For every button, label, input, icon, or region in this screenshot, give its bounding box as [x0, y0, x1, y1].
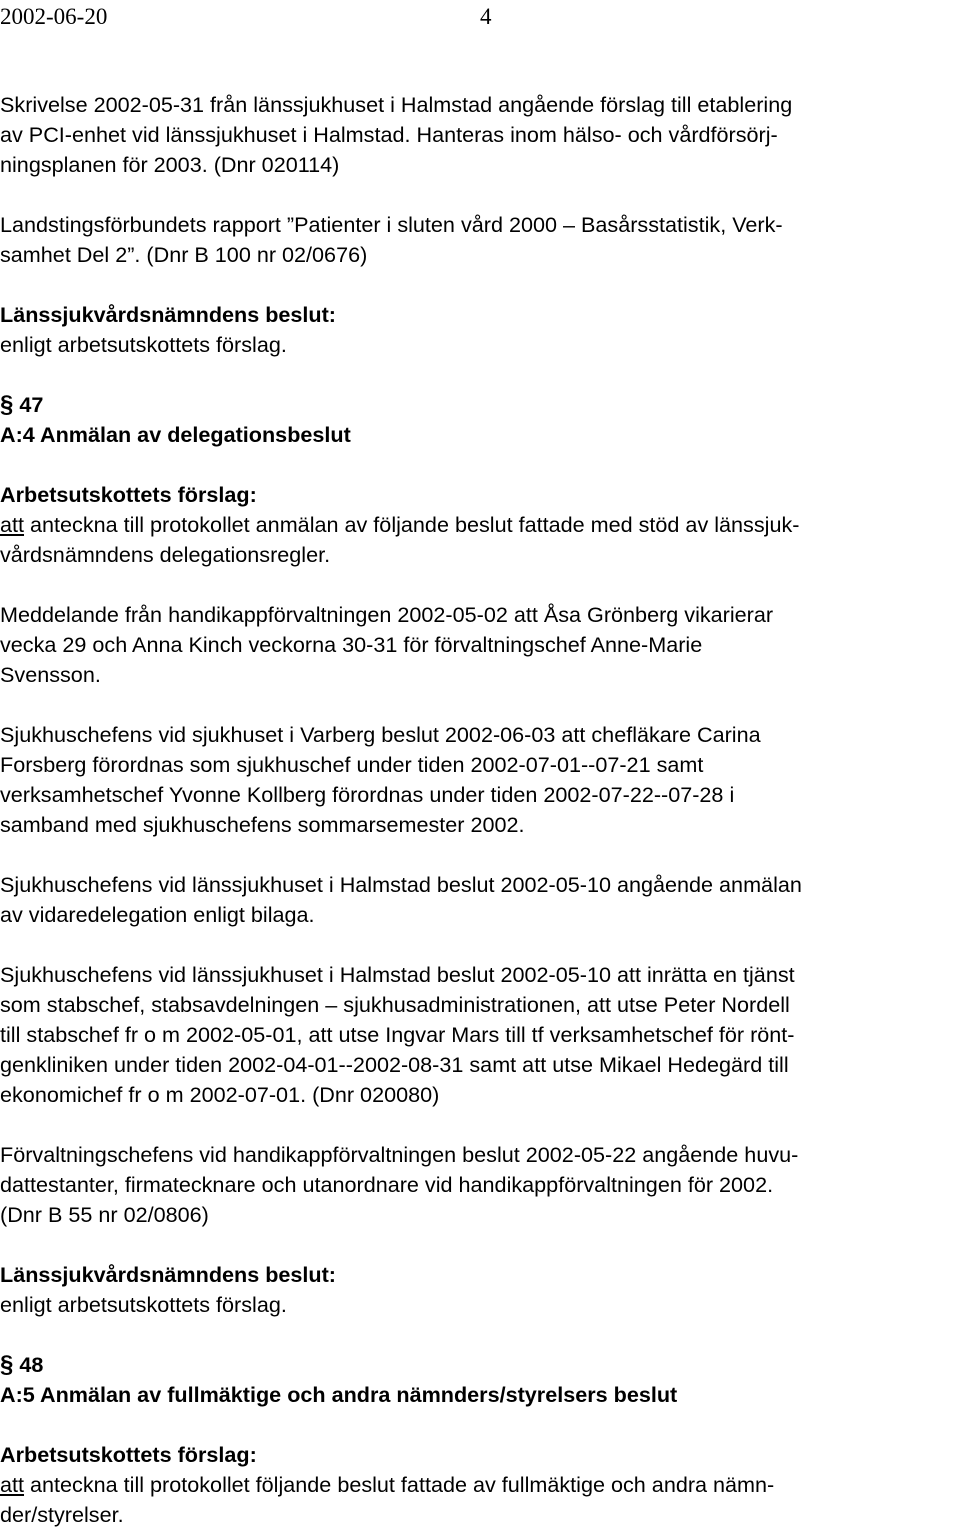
decision-text: enligt arbetsutskottets förslag. — [0, 332, 287, 357]
text-line: Meddelande från handikappförvaltningen 2002-05-02 att Åsa Grönberg vikarierar — [0, 602, 774, 627]
delegation-item — [0, 1140, 960, 1230]
text-line: vecka 29 och Anna Kinch veckorna 30-31 för förvaltningschef Anne-Marie — [0, 632, 703, 657]
section-title: A:4 Anmälan av delegationsbeslut — [0, 422, 351, 447]
text-line: Sjukhuschefens vid sjukhuset i Varberg beslut 2002-06-03 att chefläkare Carina — [0, 722, 761, 747]
decision-text: enligt arbetsutskottets förslag. — [0, 1292, 287, 1317]
document-body — [0, 90, 960, 1530]
decision-heading: Länssjukvårdsnämndens beslut: — [0, 302, 336, 327]
delegation-item — [0, 600, 960, 690]
paragraph-pci-letter — [0, 90, 960, 180]
text-line: som stabschef, stabsavdelningen – sjukhusadministrationen, att utse Peter Nordell — [0, 992, 790, 1017]
decision-block — [0, 1260, 960, 1320]
proposal-att: att — [0, 1472, 25, 1497]
proposal-heading: Arbetsutskottets förslag: — [0, 482, 257, 507]
text-line: Svensson. — [0, 662, 101, 687]
proposal-text: anteckna till protokollet anmälan av följande beslut fattade med stöd av länssjuk- — [24, 512, 800, 537]
section-47 — [0, 390, 960, 1320]
text-line: samhet Del 2”. (Dnr B 100 nr 02/0676) — [0, 242, 368, 267]
text-line: (Dnr B 55 nr 02/0806) — [0, 1202, 209, 1227]
proposal-line — [0, 510, 960, 540]
text-line: Sjukhuschefens vid länssjukhuset i Halmstad beslut 2002-05-10 att inrätta en tjänst — [0, 962, 795, 987]
delegation-item — [0, 960, 960, 1110]
text-line: ningsplanen för 2003. (Dnr 020114) — [0, 152, 340, 177]
paragraph-report — [0, 210, 960, 270]
text-line: av PCI-enhet vid länssjukhuset i Halmstad. Hanteras inom hälso- och vårdförsörj- — [0, 122, 778, 147]
section-number — [0, 390, 960, 420]
text-line: genkliniken under tiden 2002-04-01--2002-08-31 samt att utse Mikael Hedegärd till — [0, 1052, 789, 1077]
proposal-text: anteckna till protokollet följande beslut fattade av fullmäktige och andra nämn- — [24, 1472, 775, 1497]
delegation-item — [0, 870, 960, 930]
text-line: av vidaredelegation enligt bilaga. — [0, 902, 315, 927]
decision-block — [0, 300, 960, 360]
proposal-heading: Arbetsutskottets förslag: — [0, 1442, 257, 1467]
header-date: 2002-06-20 — [0, 4, 108, 29]
text-line: verksamhetschef Yvonne Kollberg förordnas under tiden 2002-07-22--07-28 i — [0, 782, 735, 807]
proposal-line: der/styrelser. — [0, 1502, 124, 1527]
delegation-item — [0, 720, 960, 840]
decision-heading: Länssjukvårdsnämndens beslut: — [0, 1262, 336, 1287]
section-number-value: 48 — [19, 1352, 44, 1377]
section-title: A:5 Anmälan av fullmäktige och andra nämnders/styrelsers beslut — [0, 1382, 678, 1407]
section-number-value: 47 — [19, 392, 44, 417]
text-line: Förvaltningschefens vid handikappförvaltningen beslut 2002-05-22 angående huvu- — [0, 1142, 799, 1167]
text-line: Sjukhuschefens vid länssjukhuset i Halmstad beslut 2002-05-10 angående anmälan — [0, 872, 802, 897]
proposal-att: att — [0, 512, 25, 537]
text-line: Skrivelse 2002-05-31 från länssjukhuset i Halmstad angående förslag till etablering — [0, 92, 793, 117]
section-48 — [0, 1350, 960, 1530]
text-line: ekonomichef fr o m 2002-07-01. (Dnr 020080) — [0, 1082, 440, 1107]
proposal-line — [0, 1470, 960, 1500]
text-line: samband med sjukhuschefens sommarsemester 2002. — [0, 812, 525, 837]
proposal-block — [0, 480, 960, 570]
text-line: till stabschef fr o m 2002-05-01, att utse Ingvar Mars till tf verksamhetschef för rönt- — [0, 1022, 795, 1047]
proposal-block — [0, 1440, 960, 1530]
section-symbol: § — [0, 391, 14, 418]
text-line: Forsberg förordnas som sjukhuschef under tiden 2002-07-01--07-21 samt — [0, 752, 704, 777]
section-number — [0, 1350, 960, 1380]
page-number: 4 — [480, 4, 492, 29]
section-symbol: § — [0, 1351, 14, 1378]
proposal-line: vårdsnämndens delegationsregler. — [0, 542, 331, 567]
text-line: Landstingsförbundets rapport ”Patienter i sluten vård 2000 – Basårsstatistik, Verk- — [0, 212, 783, 237]
text-line: dattestanter, firmatecknare och utanordnare vid handikappförvaltningen för 2002. — [0, 1172, 774, 1197]
